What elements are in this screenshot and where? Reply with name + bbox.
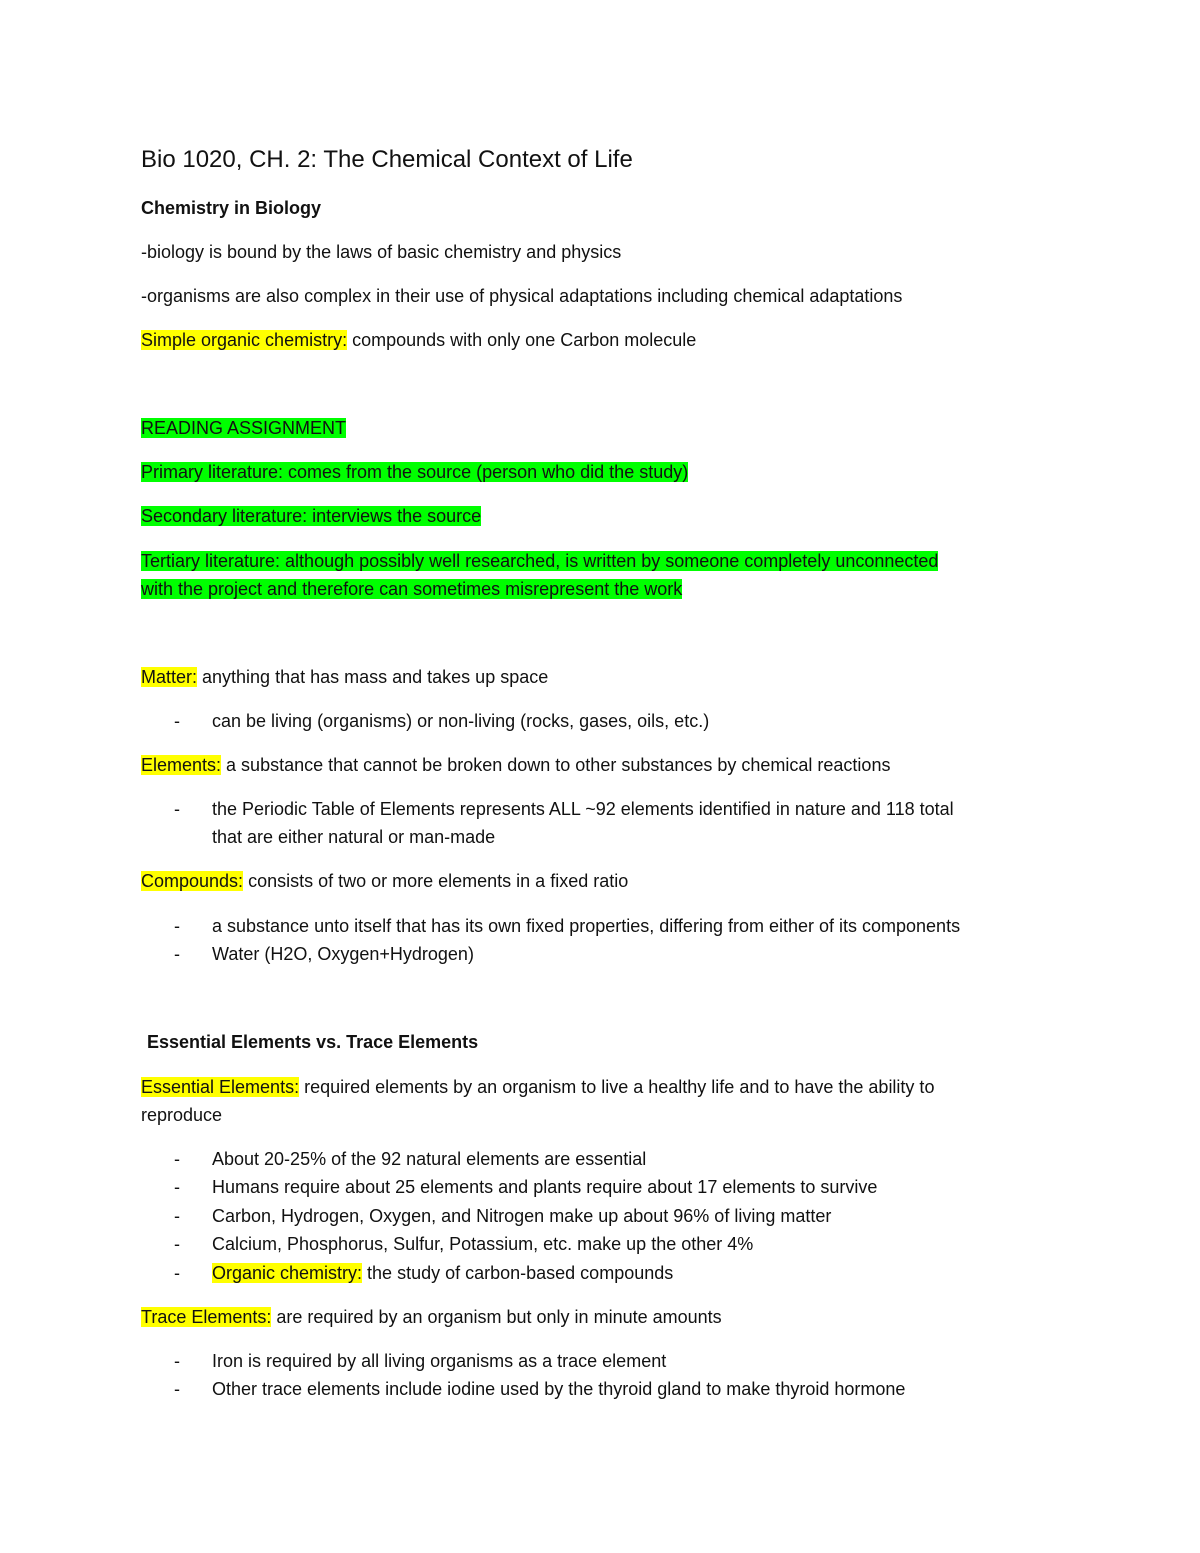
list-item: Humans require about 25 elements and plants require about 17 elements to survive (212, 1177, 878, 1197)
heading-chemistry-in-biology: Chemistry in Biology (141, 198, 322, 218)
list-item: Calcium, Phosphorus, Sulfur, Potassium, etc. make up the other 4% (212, 1234, 754, 1254)
highlighted-term: Essential Elements: (141, 1077, 300, 1097)
highlighted-text: with the project and therefore can sometimes misrepresent the work (141, 579, 683, 599)
list-item-organic-chemistry (212, 1259, 673, 1287)
definition-text: the study of carbon-based compounds (362, 1263, 674, 1283)
list-item: Water (H2O, Oxygen+Hydrogen) (212, 944, 474, 964)
highlighted-text: Tertiary literature: although possibly well researched, is written by someone completely unconnected (141, 551, 939, 571)
bullet-dash: - (174, 711, 180, 731)
bullet-dash: - (174, 1351, 180, 1371)
definition-text: required elements by an organism to live a healthy life and to have the ability to (299, 1077, 935, 1097)
highlighted-term: Trace Elements: (141, 1307, 272, 1327)
highlighted-term: Matter: (141, 667, 198, 687)
bullet-dash: - (174, 799, 180, 819)
list-item: the Periodic Table of Elements represents ALL ~92 elements identified in nature and 118 total (212, 799, 954, 819)
bullet-dash: - (174, 1206, 180, 1226)
list-item-continuation: that are either natural or man-made (212, 827, 496, 847)
list-item: a substance unto itself that has its own fixed properties, differing from either of its components (212, 916, 961, 936)
reading-tertiary-line2 (141, 575, 682, 603)
bullet-dash: - (174, 916, 180, 936)
highlighted-term: Simple organic chemistry: (141, 330, 348, 350)
definition-simple-organic-chemistry (141, 326, 696, 354)
definition-elements (141, 751, 890, 779)
definition-matter (141, 663, 548, 691)
list-item: Iron is required by all living organisms as a trace element (212, 1351, 667, 1371)
definition-text: are required by an organism but only in minute amounts (271, 1307, 722, 1327)
paragraph: -organisms are also complex in their use of physical adaptations including chemical adaptations (141, 286, 903, 306)
definition-essential-elements (141, 1073, 934, 1101)
bullet-dash: - (174, 944, 180, 964)
list-item: About 20-25% of the 92 natural elements are essential (212, 1149, 647, 1169)
highlighted-text: Secondary literature: interviews the source (141, 506, 482, 526)
bullet-dash: - (174, 1149, 180, 1169)
bullet-dash: - (174, 1379, 180, 1399)
bullet-dash: - (174, 1263, 180, 1283)
highlighted-text: READING ASSIGNMENT (141, 418, 347, 438)
reading-primary (141, 458, 688, 486)
list-item: Carbon, Hydrogen, Oxygen, and Nitrogen make up about 96% of living matter (212, 1206, 832, 1226)
heading-essential-vs-trace: Essential Elements vs. Trace Elements (147, 1032, 479, 1052)
list-item: Other trace elements include iodine used by the thyroid gland to make thyroid hormone (212, 1379, 906, 1399)
list-item: can be living (organisms) or non-living (rocks, gases, oils, etc.) (212, 711, 710, 731)
definition-text: compounds with only one Carbon molecule (347, 330, 697, 350)
definition-text: consists of two or more elements in a fixed ratio (243, 871, 629, 891)
bullet-dash: - (174, 1177, 180, 1197)
highlighted-text: Primary literature: comes from the source (person who did the study) (141, 462, 689, 482)
reading-secondary (141, 502, 481, 530)
definition-compounds (141, 867, 628, 895)
reading-tertiary-line1 (141, 547, 938, 575)
definition-text: anything that has mass and takes up space (197, 667, 549, 687)
bullet-dash: - (174, 1234, 180, 1254)
definition-trace-elements (141, 1303, 722, 1331)
highlighted-term: Compounds: (141, 871, 244, 891)
highlighted-term: Elements: (141, 755, 222, 775)
highlighted-term: Organic chemistry: (212, 1263, 363, 1283)
document-title: Bio 1020, CH. 2: The Chemical Context of Life (141, 146, 633, 173)
definition-continuation: reproduce (141, 1105, 223, 1125)
reading-assignment-heading (141, 414, 346, 442)
definition-text: a substance that cannot be broken down to other substances by chemical reactions (221, 755, 891, 775)
paragraph: -biology is bound by the laws of basic chemistry and physics (141, 242, 622, 262)
